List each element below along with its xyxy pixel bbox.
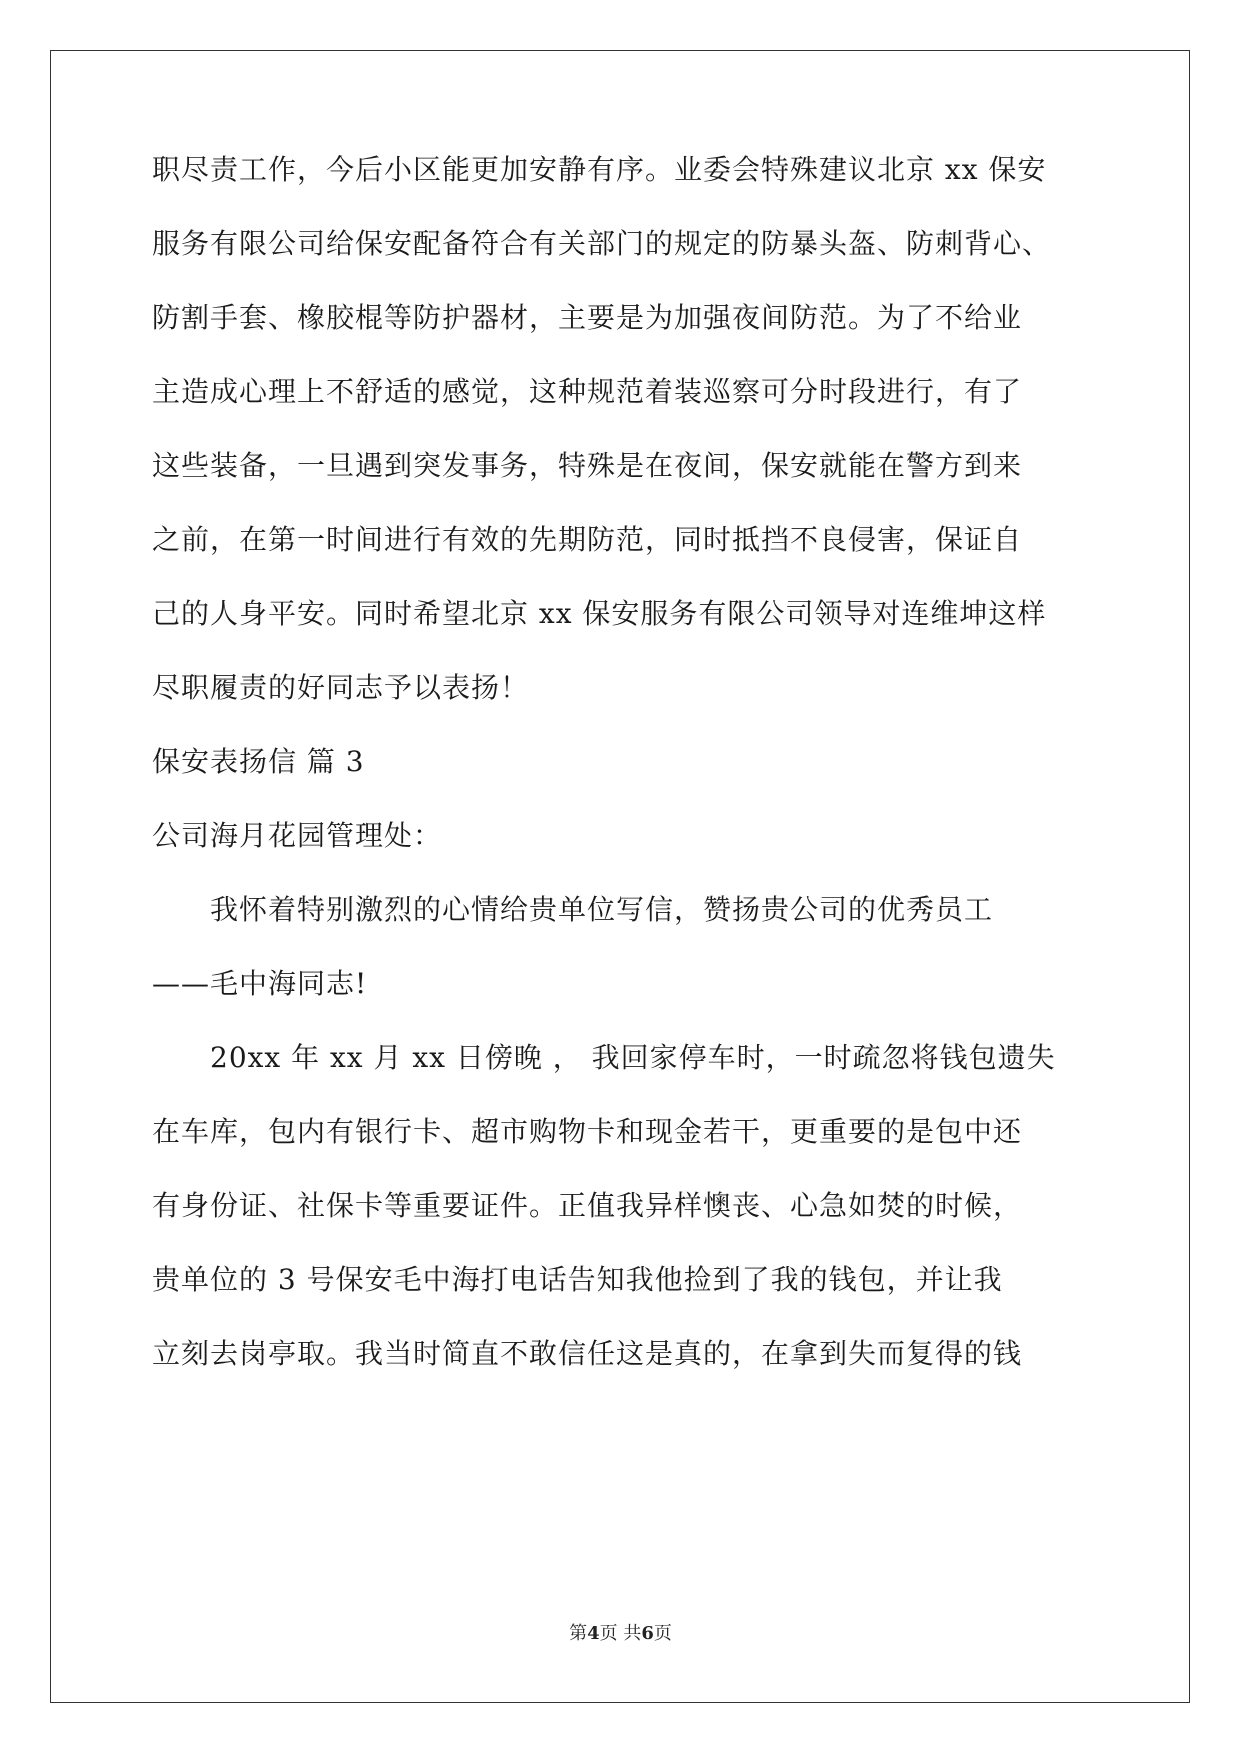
total-page-number: 6 [641,1623,654,1644]
text-line: 之前，在第一时间进行有效的先期防范，同时抵挡不良侵害，保证自 [152,523,1023,556]
section-heading: 保安表扬信 篇 3 [152,745,365,778]
footer-suffix: 页 [653,1623,672,1644]
text-line: ——毛中海同志! [152,967,368,1000]
text-line: 己的人身平安。同时希望北京 xx 保安服务有限公司领导对连维坤这样 [152,597,1047,630]
text-line: 防割手套、橡胶棍等防护器材，主要是为加强夜间防范。为了不给业 [152,301,1023,334]
text-line: 职尽责工作，今后小区能更加安静有序。业委会特殊建议北京 xx 保安 [152,153,1047,186]
text-line: 立刻去岗亭取。我当时简直不敢信任这是真的，在拿到失而复得的钱 [152,1337,1023,1370]
salutation: 公司海月花园管理处： [152,819,443,852]
page-footer [0,1622,1241,1646]
text-line: 有身份证、社保卡等重要证件。正值我异样懊丧、心急如焚的时候， [152,1189,1023,1222]
current-page-number: 4 [587,1623,600,1644]
footer-prefix: 第 [569,1623,588,1644]
text-line: 贵单位的 3 号保安毛中海打电话告知我他捡到了我的钱包，并让我 [152,1263,1003,1296]
text-line: 主造成心理上不舒适的感觉，这种规范着装巡察可分时段进行，有了 [152,375,1023,408]
page-border [50,50,1190,1703]
footer-middle: 页 共 [599,1623,642,1644]
text-line: 这些装备，一旦遇到突发事务，特殊是在夜间，保安就能在警方到来 [152,449,1023,482]
text-line: 我怀着特别激烈的心情给贵单位写信，赞扬贵公司的优秀员工 [210,893,994,926]
text-line: 在车库，包内有银行卡、超市购物卡和现金若干，更重要的是包中还 [152,1115,1023,1148]
text-line: 服务有限公司给保安配备符合有关部门的规定的防暴头盔、防刺背心、 [152,227,1052,260]
text-line: 尽职履责的好同志予以表扬！ [152,671,530,704]
text-line: 20xx 年 xx 月 xx 日傍晚 ， 我回家停车时，一时疏忽将钱包遗失 [210,1041,1056,1074]
